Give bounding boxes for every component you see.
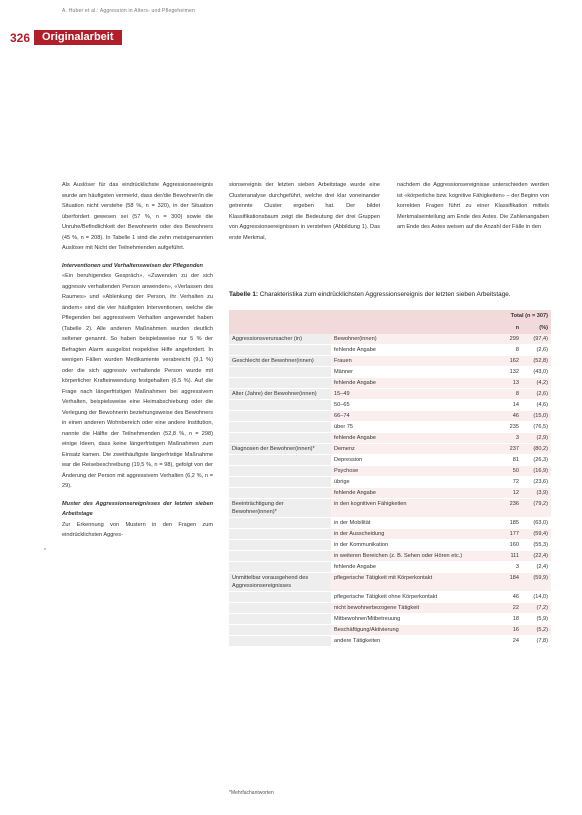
- table-row: [229, 603, 551, 614]
- row-count: 46: [493, 411, 522, 422]
- row-label: Bewohner(innen): [331, 334, 493, 345]
- column3-paragraph: nachdem die Aggressionsereignisse unterschieden werden ist «körperliche bzw. kognitive Fähigkeiten» – der Beginn von korrekten Fragen führt zu einer Klassifikation mittels Merkmalseinteilung am Ende des Astes. Die Zahlenangaben am Ende des Astes weisen auf die Anzahl der Fälle in den: [397, 182, 549, 230]
- row-percent: (2,4): [522, 562, 551, 573]
- table-total-header: [229, 310, 551, 322]
- characteristics-table: [229, 310, 551, 647]
- table-row: [229, 499, 551, 518]
- row-percent: (4,6): [522, 400, 551, 411]
- row-category: [229, 345, 331, 356]
- table-row: [229, 422, 551, 433]
- running-head: A. Huber et al.: Aggression in Alters- und Pflegeheimen: [62, 8, 196, 14]
- row-category: [229, 551, 331, 562]
- row-category: [229, 592, 331, 603]
- row-percent: (59,9): [522, 573, 551, 592]
- row-label: pflegerische Tätigkeit mit Körperkontakt: [331, 573, 493, 592]
- row-count: 3: [493, 562, 522, 573]
- row-percent: (55,3): [522, 540, 551, 551]
- row-category: [229, 400, 331, 411]
- row-label: pflegerische Tätigkeit ohne Körperkontakt: [331, 592, 493, 603]
- table-footnote: *Mehrfachantworten: [229, 790, 274, 796]
- table-row: [229, 433, 551, 444]
- article-type-banner: Originalarbeit: [34, 30, 122, 45]
- row-label: fehlende Angabe: [331, 433, 493, 444]
- intro-paragraph: Als Auslöser für das eindrücklichste Aggressionsereignis wurde am häufigsten vermerkt, dass der/die Bewohner/in die Situation nicht verstehe (58 %, n = 320), in der Situation überfordert gewesen sei (57 %, n = 300) sowie die Unruhe/Befindlichkeit der Bewohnerin oder des Bewohners (45 %, n = 208). In Tabelle 1 sind die zehn meistgenannten Auslöser mit Nicht der Teilnehmenden aufgeführt.: [62, 182, 213, 251]
- row-label: Frauen: [331, 356, 493, 367]
- row-count: 24: [493, 636, 522, 647]
- row-category: [229, 603, 331, 614]
- table-row: [229, 488, 551, 499]
- row-percent: (79,2): [522, 499, 551, 518]
- row-category: Unmittelbar vorausgehend des Aggressionsereignisses: [229, 573, 331, 592]
- table-row: [229, 466, 551, 477]
- row-percent: (16,9): [522, 466, 551, 477]
- row-label: Depression: [331, 455, 493, 466]
- row-percent: (7,2): [522, 603, 551, 614]
- row-percent: (14,0): [522, 592, 551, 603]
- section-heading-patterns: Muster des Aggressionsereignisses der letzten sieben Arbeitstage: [62, 500, 213, 517]
- row-percent: (43,0): [522, 367, 551, 378]
- row-category: [229, 455, 331, 466]
- table-row: [229, 540, 551, 551]
- column2-paragraph: sionsereignis der letzten sieben Arbeitstage wurde eine Clusteranalyse durchgeführt, welche drei klar voneinander getrennte Cluster ergeben hat. Der bildet Klassifikationsbaum zeigt die Bedeutung der drei Gruppen von Aggressionsereignissen in verstehen (Abbildung 1). Das erste Merkmal,: [229, 182, 380, 241]
- row-category: [229, 433, 331, 444]
- row-category: [229, 411, 331, 422]
- row-label: in weiteren Bereichen (z. B. Sehen oder Hören etc.): [331, 551, 493, 562]
- row-category: [229, 540, 331, 551]
- row-count: 50: [493, 466, 522, 477]
- table-row: [229, 614, 551, 625]
- row-percent: (2,6): [522, 345, 551, 356]
- row-percent: (5,9): [522, 614, 551, 625]
- row-count: 22: [493, 603, 522, 614]
- row-percent: (4,2): [522, 378, 551, 389]
- table-row: [229, 367, 551, 378]
- row-percent: (2,6): [522, 389, 551, 400]
- row-label: in der Mobilität: [331, 518, 493, 529]
- row-label: in der Ausscheidung: [331, 529, 493, 540]
- row-label: in den kognitiven Fähigkeiten: [331, 499, 493, 518]
- row-percent: (2,9): [522, 433, 551, 444]
- row-count: 299: [493, 334, 522, 345]
- page-number: 326: [10, 31, 31, 45]
- row-label: Beschäftigung/Aktivierung: [331, 625, 493, 636]
- row-category: [229, 466, 331, 477]
- row-label: andere Tätigkeiten: [331, 636, 493, 647]
- row-category: [229, 378, 331, 389]
- table-row: [229, 551, 551, 562]
- row-percent: (80,2): [522, 444, 551, 455]
- row-label: 15–49: [331, 389, 493, 400]
- row-percent: (22,4): [522, 551, 551, 562]
- row-count: 14: [493, 400, 522, 411]
- row-count: 12: [493, 488, 522, 499]
- row-label: Männer: [331, 367, 493, 378]
- row-label: Mitbewohner/Mitbetreuung: [331, 614, 493, 625]
- table-caption-label: Tabelle 1:: [229, 291, 259, 298]
- row-count: 16: [493, 625, 522, 636]
- row-category: [229, 477, 331, 488]
- row-category: [229, 625, 331, 636]
- row-category: [229, 422, 331, 433]
- row-label: in der Kommunikation: [331, 540, 493, 551]
- row-label: 66–74: [331, 411, 493, 422]
- row-percent: (5,2): [522, 625, 551, 636]
- row-count: 46: [493, 592, 522, 603]
- row-count: 8: [493, 345, 522, 356]
- row-percent: (15,0): [522, 411, 551, 422]
- row-category: [229, 488, 331, 499]
- row-percent: (76,5): [522, 422, 551, 433]
- table-column-header: [229, 322, 551, 334]
- row-count: 162: [493, 356, 522, 367]
- row-category: Diagnosen der Bewohner(innen)*: [229, 444, 331, 455]
- section-heading-interventions: Interventionen und Verhaltensweisen der Pflegenden: [62, 262, 203, 269]
- row-label: übrige: [331, 477, 493, 488]
- row-count: 111: [493, 551, 522, 562]
- row-count: 3: [493, 433, 522, 444]
- table-row: [229, 378, 551, 389]
- row-percent: (23,6): [522, 477, 551, 488]
- text-column-1: [62, 180, 213, 541]
- table-row: [229, 356, 551, 367]
- row-category: Alter (Jahre) der Bewohner(innen): [229, 389, 331, 400]
- row-count: 13: [493, 378, 522, 389]
- column-header-percent: (%): [522, 322, 551, 334]
- row-percent: (3,9): [522, 488, 551, 499]
- row-label: 50–65: [331, 400, 493, 411]
- table-row: [229, 518, 551, 529]
- row-count: 72: [493, 477, 522, 488]
- table-row: [229, 529, 551, 540]
- row-count: 132: [493, 367, 522, 378]
- row-category: Geschlecht der Bewohner(innen): [229, 356, 331, 367]
- row-count: 81: [493, 455, 522, 466]
- table-row: [229, 444, 551, 455]
- row-label: nicht bewohnerbezogene Tätigkeit: [331, 603, 493, 614]
- row-category: [229, 614, 331, 625]
- row-category: Beeinträchtigung der Bewohner(innen)*: [229, 499, 331, 518]
- row-label: fehlende Angabe: [331, 488, 493, 499]
- table-row: [229, 636, 551, 647]
- column-header-n: n: [493, 322, 522, 334]
- patterns-paragraph: Zur Erkennung von Mustern in den Fragen zum eindrücklichsten Aggres-: [62, 521, 213, 538]
- row-percent: (63,0): [522, 518, 551, 529]
- interventions-paragraph: «Ein beruhigendes Gespräch», «Zuwenden zu der sich aggressiv verhaltenden Person anwenden», «Verlassen des Raumes» und «Ablenkung der Person, ihr Verhalten zu ändern» sind die vier häufigsten Interventionen, welche die Pflegenden bei aggressivem Verhalten angewendet haben (Tabelle 2). Alle anderen Maßnahmen wurden deutlich seltener genannt. So haben beispielsweise nur 5 % der Befragten Alarm ausgelöst respektive Hilfe angefordert. In wenigen Fällen wurden Medikamente verabreicht (9,1 %) oder die sich aggressiv verhaltende Person wurde mit körperlicher Krafteinwendung festgehalten (6,5 %). Auf die Frage nach längerfristigen Maßnahmen bei aggressivem Verhalten, beispielsweise eine Heimabschiebung oder die Verlegung der Bewohnerin beziehungsweise des Bewohners in einen anderen Wohnbereich oder eine andere Institution, nannte die Hälfte der Teilnehmenden (52,8 %, n = 298) einige Ideen, dass keine längerfristigen Maßnahmen zum Einsatz kamen. Die zweithäufigste längerfristige Maßnahme war die Reisebeschreibung (19,5 %, n = 98), gefolgt von der Änderung der Person mit aggressivem Verhalten (6,2 %, n = 29).: [62, 273, 213, 489]
- row-category: [229, 518, 331, 529]
- row-count: 177: [493, 529, 522, 540]
- table-row: [229, 411, 551, 422]
- row-count: 8: [493, 389, 522, 400]
- scan-mark: [44, 548, 46, 550]
- row-label: fehlende Angabe: [331, 562, 493, 573]
- table-row: [229, 625, 551, 636]
- row-percent: (59,4): [522, 529, 551, 540]
- row-count: 235: [493, 422, 522, 433]
- table-row: [229, 562, 551, 573]
- row-category: [229, 562, 331, 573]
- row-label: fehlende Angabe: [331, 345, 493, 356]
- table-row: [229, 455, 551, 466]
- row-category: [229, 636, 331, 647]
- table-row: [229, 400, 551, 411]
- table-caption: [229, 290, 551, 299]
- row-count: 185: [493, 518, 522, 529]
- row-count: 18: [493, 614, 522, 625]
- table-row: [229, 334, 551, 345]
- table-row: [229, 592, 551, 603]
- row-percent: (97,4): [522, 334, 551, 345]
- row-percent: (26,3): [522, 455, 551, 466]
- total-label: Total (n = 307): [493, 310, 551, 322]
- row-percent: (52,8): [522, 356, 551, 367]
- row-count: 184: [493, 573, 522, 592]
- text-column-2: [229, 180, 380, 243]
- row-count: 236: [493, 499, 522, 518]
- table-row: [229, 573, 551, 592]
- row-label: Demenz: [331, 444, 493, 455]
- row-category: Aggressionsverursacher (in): [229, 334, 331, 345]
- row-count: 237: [493, 444, 522, 455]
- table-caption-text: Charakteristika zum eindrücklichsten Aggressionsereignis der letzten sieben Arbeitstage.: [258, 291, 511, 298]
- row-count: 160: [493, 540, 522, 551]
- row-label: über 75: [331, 422, 493, 433]
- table-1: [229, 310, 551, 647]
- row-label: Psychose: [331, 466, 493, 477]
- table-row: [229, 345, 551, 356]
- row-category: [229, 367, 331, 378]
- row-category: [229, 529, 331, 540]
- row-percent: (7,8): [522, 636, 551, 647]
- table-row: [229, 477, 551, 488]
- table-row: [229, 389, 551, 400]
- text-column-3: [397, 180, 549, 233]
- row-label: fehlende Angabe: [331, 378, 493, 389]
